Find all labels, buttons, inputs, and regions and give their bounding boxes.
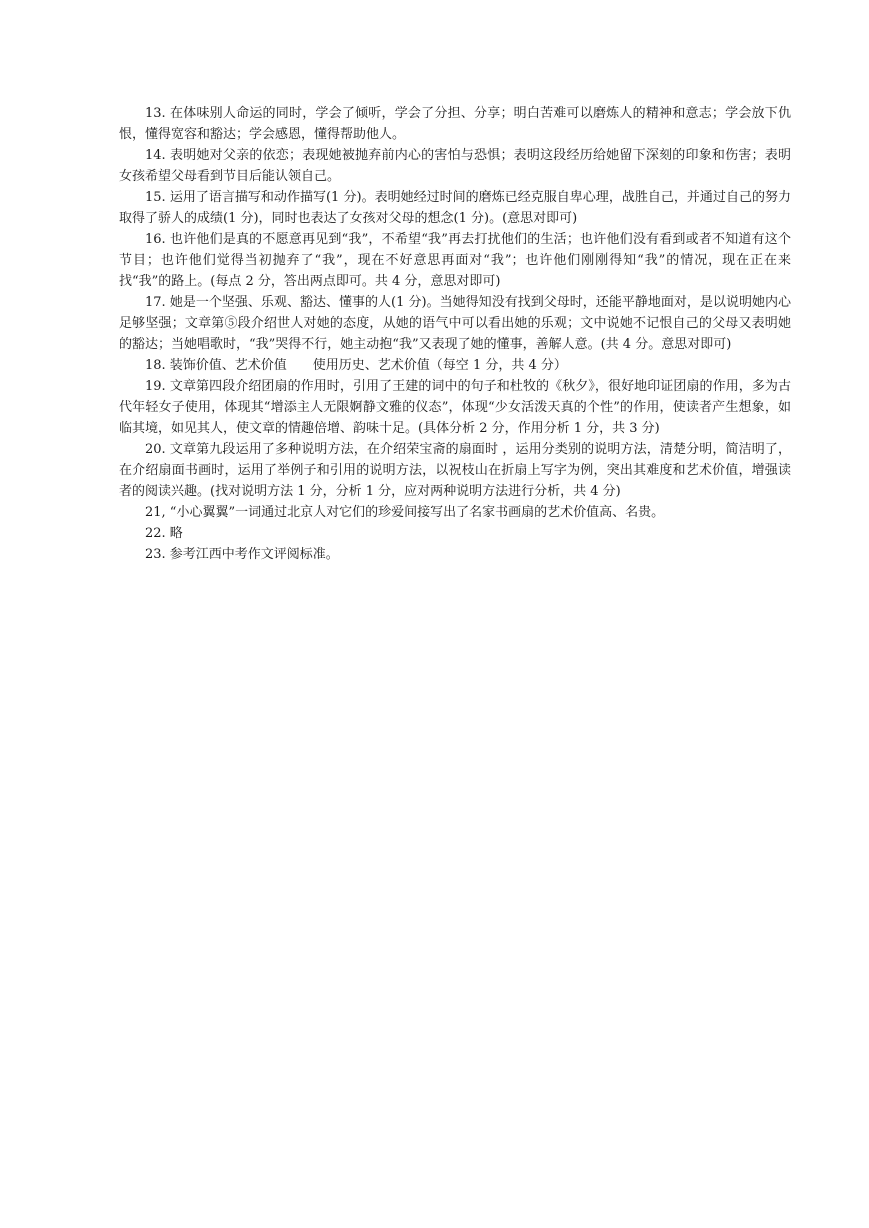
answer-14: 14. 表明她对父亲的依恋；表现她被抛弃前内心的害怕与恐惧；表明这段经历给她留下深刻的印象和伤害；表明女孩希望父母看到节目后能认领自己。 <box>119 148 791 184</box>
answer-13: 13. 在体味别人命运的同时，学会了倾听，学会了分担、分享；明白苦难可以磨炼人的精神和意志；学会放下仇恨，懂得宽容和豁达；学会感恩，懂得帮助他人。 <box>119 106 791 142</box>
answer-20: 20. 文章第九段运用了多种说明方法，在介绍荣宝斋的扇面时 ，运用分类别的说明方法，清楚分明，简洁明了，在介绍扇面书画时，运用了举例子和引用的说明方法，以祝枝山在折扇上写字为例，突出其难度和艺术价值，增强读者的阅读兴趣。(找对说明方法 1 分，分析 1 分，应对两种说明方法进行分析，共 4 分) <box>119 442 791 499</box>
answer-21: 21, “小心翼翼”一词通过北京人对它们的珍爱间接写出了名家书画扇的艺术价值高、名贵。 <box>145 505 665 520</box>
answer-18: 18. 装饰价值、艺术价值 使用历史、艺术价值（每空 1 分，共 4 分） <box>145 358 567 373</box>
answer-22: 22. 略 <box>145 526 183 541</box>
answer-19: 19. 文章第四段介绍团扇的作用时，引用了王建的词中的句子和杜牧的《秋夕》，很好地印证团扇的作用，多为古代年轻女子使用，体现其“增添主人无限婀静文雅的仪态”，体现“少女活泼天真的个性”的作用，使读者产生想象，如临其境，如见其人，使文章的情趣倍增、韵味十足。(具体分析 2 分，作用分析 1 分，共 3 分) <box>119 379 791 436</box>
answer-17: 17. 她是一个坚强、乐观、豁达、懂事的人(1 分)。当她得知没有找到父母时，还能平静地面对，是以说明她内心足够坚强；文章第⑤段介绍世人对她的态度，从她的语气中可以看出她的乐观；文中说她不记恨自己的父母又表明她的豁达；当她唱歌时，“我”哭得不行，她主动抱“我”又表现了她的懂事，善解人意。(共 4 分。意思对即可) <box>119 295 791 352</box>
answer-16: 16. 也许他们是真的不愿意再见到“我”，不希望“我”再去打扰他们的生活；也许他们没有看到或者不知道有这个节目；也许他们觉得当初抛弃了“我”，现在不好意思再面对“我”；也许他们刚刚得知“我”的情况，现在正在来找“我”的路上。(每点 2 分，答出两点即可。共 4 分，意思对即可) <box>119 232 791 289</box>
answer-23: 23. 参考江西中考作文评阅标准。 <box>145 547 339 562</box>
answer-key-body <box>119 103 791 565</box>
answer-15: 15. 运用了语言描写和动作描写(1 分)。表明她经过时间的磨炼已经克服自卑心理，战胜自己，并通过自己的努力取得了骄人的成绩(1 分)，同时也表达了女孩对父母的想念(1 分)。(意思对即可) <box>119 190 791 226</box>
